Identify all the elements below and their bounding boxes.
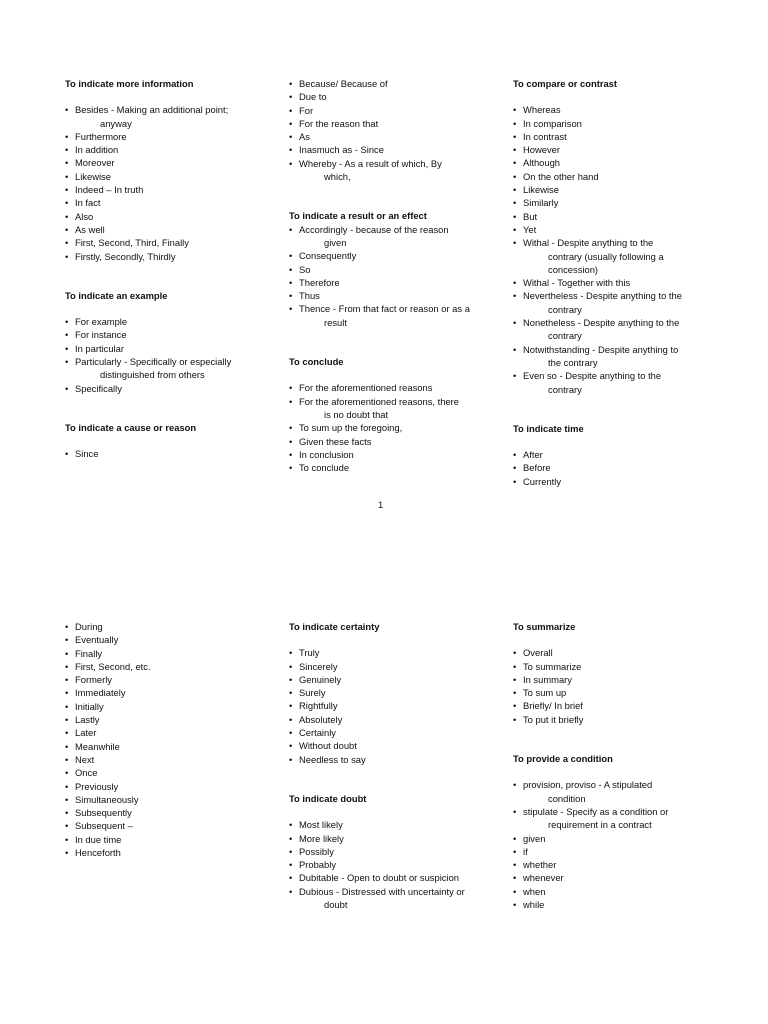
- phrase-list: [65, 103, 275, 263]
- phrase-item: [289, 263, 499, 276]
- phrase-text: Genuinely: [299, 673, 342, 685]
- phrase-text: Thus: [299, 290, 320, 302]
- phrase-text: Simultaneously: [75, 793, 139, 805]
- phrase-item: [513, 778, 723, 805]
- phrase-text: However: [523, 144, 560, 156]
- phrase-item: [513, 845, 723, 858]
- phrase-text: Certainly: [299, 727, 336, 739]
- phrase-item: [513, 699, 723, 712]
- phrase-item: [513, 289, 723, 316]
- phrase-item: [65, 223, 275, 236]
- phrase-text: Besides - Making an additional point;: [75, 104, 229, 116]
- phrase-text: First, Second, Third, Finally: [75, 237, 189, 249]
- phrase-item: [289, 739, 499, 752]
- phrase-item: [513, 156, 723, 169]
- phrase-text: Subsequently: [75, 807, 132, 819]
- phrase-text: Immediately: [75, 687, 126, 699]
- phrase-item: [289, 686, 499, 699]
- phrase-text: Withal - Despite anything to the: [523, 237, 654, 249]
- phrase-item: [65, 713, 275, 726]
- phrase-text-continued: given: [324, 236, 347, 248]
- phrase-text: Nevertheless - Despite anything to the: [523, 290, 682, 302]
- phrase-item: [65, 103, 275, 130]
- phrase-text: Accordingly - because of the reason: [299, 223, 449, 235]
- phrase-text: In particular: [75, 342, 124, 354]
- phrase-text: Withal - Together with this: [523, 277, 631, 289]
- phrase-item: [289, 421, 499, 434]
- phrase-text-continued: which,: [324, 171, 351, 183]
- phrase-text: Initially: [75, 700, 104, 712]
- phrase-item: [289, 713, 499, 726]
- phrase-text: Eventually: [75, 634, 119, 646]
- phrase-item: [513, 103, 723, 116]
- phrase-item: [65, 700, 275, 713]
- phrase-text: Also: [75, 210, 94, 222]
- phrase-item: [289, 395, 499, 422]
- phrase-text: whenever: [523, 872, 564, 884]
- phrase-text: Most likely: [299, 819, 343, 831]
- phrase-item: [65, 130, 275, 143]
- phrase-item: [513, 898, 723, 911]
- phrase-text: In fact: [75, 197, 101, 209]
- page-1-column-3: [513, 77, 723, 514]
- phrase-item: [65, 236, 275, 249]
- phrase-text: Rightfully: [299, 700, 338, 712]
- phrase-text: Probably: [299, 859, 337, 871]
- phrase-text-continued: condition: [548, 792, 586, 804]
- phrase-item: [289, 871, 499, 884]
- phrase-item: [65, 210, 275, 223]
- phrase-text-continued: concession): [548, 263, 599, 275]
- phrase-text: Without doubt: [299, 740, 357, 752]
- phrase-item: [513, 170, 723, 183]
- phrase-item: [65, 780, 275, 793]
- phrase-text: Likewise: [75, 170, 111, 182]
- phrase-text: Because/ Because of: [299, 78, 388, 89]
- phrase-item: [513, 343, 723, 370]
- phrase-text: Sincerely: [299, 660, 338, 672]
- phrase-text: To sum up: [523, 687, 567, 699]
- phrase-text: But: [523, 210, 538, 222]
- phrase-list: [513, 448, 723, 488]
- phrase-text: Meanwhile: [75, 740, 120, 752]
- phrase-text-continued: doubt: [324, 899, 348, 911]
- phrase-text: Henceforth: [75, 847, 121, 859]
- phrase-item: [65, 315, 275, 328]
- section-heading: To indicate a result or an effect: [289, 210, 427, 222]
- phrase-text: Surely: [299, 687, 326, 699]
- phrase-text: Dubious - Distressed with uncertainty or: [299, 885, 465, 897]
- phrase-text: Dubitable - Open to doubt or suspicion: [299, 872, 459, 884]
- phrase-text-continued: contrary: [548, 303, 582, 315]
- phrase-text: Although: [523, 157, 561, 169]
- page-2-column-1: [65, 620, 275, 885]
- phrase-list: [289, 77, 499, 183]
- phrase-item: [513, 316, 723, 343]
- phrase-text: Previously: [75, 780, 119, 792]
- phrase-list: [513, 778, 723, 911]
- phrase-text: Overall: [523, 647, 553, 659]
- phrase-item: [513, 210, 723, 223]
- phrase-text: After: [523, 449, 543, 461]
- phrase-item: [65, 647, 275, 660]
- phrase-item: [65, 355, 275, 382]
- phrase-item: [65, 170, 275, 183]
- section-heading: To indicate time: [513, 422, 584, 434]
- phrase-item: [289, 117, 499, 130]
- phrase-text: Next: [75, 753, 95, 765]
- phrase-text: Therefore: [299, 276, 340, 288]
- phrase-text: Briefly/ In brief: [523, 700, 583, 712]
- phrase-text: To summarize: [523, 660, 582, 672]
- phrase-text: Yet: [523, 223, 537, 235]
- phrase-item: [65, 250, 275, 263]
- phrase-text: To put it briefly: [523, 713, 584, 725]
- phrase-item: [513, 885, 723, 898]
- phrase-text: More likely: [299, 832, 344, 844]
- phrase-item: [513, 475, 723, 488]
- phrase-item: [513, 646, 723, 659]
- phrase-list: [513, 103, 723, 396]
- phrase-text: For the reason that: [299, 117, 379, 129]
- phrase-text: Whereby - As a result of which, By: [299, 157, 442, 169]
- phrase-text: given: [523, 832, 546, 844]
- section-heading: To summarize: [513, 621, 576, 632]
- phrase-text-continued: is no doubt that: [324, 408, 389, 420]
- phrase-text-continued: contrary: [548, 330, 582, 342]
- phrase-item: [65, 342, 275, 355]
- phrase-text: Indeed – In truth: [75, 184, 144, 196]
- phrase-text: provision, proviso - A stipulated: [523, 779, 653, 791]
- phrase-text: Notwithstanding - Despite anything to: [523, 343, 679, 355]
- phrase-text: During: [75, 621, 103, 632]
- phrase-item: [65, 143, 275, 156]
- phrase-text: On the other hand: [523, 170, 599, 182]
- phrase-text: Later: [75, 727, 97, 739]
- phrase-item: [513, 858, 723, 871]
- phrase-item: [289, 90, 499, 103]
- phrase-item: [289, 435, 499, 448]
- phrase-list: [289, 381, 499, 474]
- phrase-text: Before: [523, 462, 551, 474]
- phrase-item: [65, 183, 275, 196]
- phrase-item: [65, 196, 275, 209]
- phrase-item: [513, 276, 723, 289]
- phrase-text: For: [299, 104, 314, 116]
- phrase-text: Currently: [523, 475, 562, 487]
- phrase-text: For instance: [75, 329, 127, 341]
- phrase-list: [289, 223, 499, 329]
- phrase-item: [289, 660, 499, 673]
- phrase-text: For example: [75, 316, 128, 328]
- phrase-item: [513, 660, 723, 673]
- phrase-text: stipulate - Specify as a condition or: [523, 805, 669, 817]
- phrase-item: [65, 753, 275, 766]
- phrase-text: Likewise: [523, 184, 559, 196]
- phrase-item: [289, 818, 499, 831]
- phrase-text: Consequently: [299, 250, 357, 262]
- phrase-text: In due time: [75, 833, 122, 845]
- phrase-text: Whereas: [523, 104, 561, 116]
- phrase-text: Particularly - Specifically or especially: [75, 356, 232, 368]
- section-heading: To indicate certainty: [289, 621, 380, 632]
- phrase-text-continued: contrary: [548, 383, 582, 395]
- phrase-item: [65, 620, 275, 633]
- phrase-text: whether: [523, 859, 557, 871]
- phrase-item: [289, 726, 499, 739]
- phrase-text: To sum up the foregoing,: [299, 422, 403, 434]
- phrase-item: [289, 832, 499, 845]
- phrase-item: [513, 673, 723, 686]
- phrase-item: [65, 633, 275, 646]
- phrase-item: [65, 673, 275, 686]
- phrase-item: [65, 819, 275, 832]
- phrase-item: [65, 806, 275, 819]
- phrase-item: [289, 381, 499, 394]
- page-2-column-2: [289, 620, 499, 937]
- phrase-item: [65, 726, 275, 739]
- phrase-item: [65, 382, 275, 395]
- section-heading: To indicate an example: [65, 289, 168, 301]
- phrase-text: In summary: [523, 673, 572, 685]
- phrase-text-continued: contrary (usually following a: [548, 250, 664, 262]
- phrase-text: Finally: [75, 647, 103, 659]
- phrase-list: [289, 646, 499, 766]
- phrase-item: [289, 77, 499, 90]
- phrase-text: To conclude: [299, 462, 350, 474]
- phrase-item: [65, 793, 275, 806]
- phrase-item: [513, 130, 723, 143]
- phrase-text: In conclusion: [299, 448, 354, 460]
- phrase-item: [513, 686, 723, 699]
- phrase-item: [513, 143, 723, 156]
- phrase-text-continued: anyway: [100, 117, 132, 129]
- phrase-text: First, Second, etc.: [75, 660, 151, 672]
- phrase-text: Thence - From that fact or reason or as a: [299, 303, 470, 315]
- phrase-text: Given these facts: [299, 435, 372, 447]
- phrase-text: Inasmuch as - Since: [299, 144, 384, 156]
- section-heading: To provide a condition: [513, 753, 613, 765]
- phrase-item: [289, 448, 499, 461]
- phrase-text: Furthermore: [75, 130, 127, 142]
- phrase-text: Subsequent –: [75, 820, 133, 832]
- phrase-item: [289, 104, 499, 117]
- phrase-item: [289, 130, 499, 143]
- phrase-text: Even so - Despite anything to the: [523, 370, 662, 382]
- section-heading: To conclude: [289, 356, 344, 368]
- phrase-item: [65, 447, 275, 460]
- phrase-list: [65, 620, 275, 859]
- phrase-text: Formerly: [75, 674, 112, 686]
- phrase-text: Nonetheless - Despite anything to the: [523, 317, 680, 329]
- phrase-text: Specifically: [75, 382, 122, 394]
- phrase-text-continued: result: [324, 316, 347, 328]
- phrase-text: In comparison: [523, 117, 582, 129]
- phrase-item: [513, 369, 723, 396]
- phrase-text: Possibly: [299, 845, 334, 857]
- page-2-column-3: [513, 620, 723, 937]
- phrase-text: Needless to say: [299, 753, 366, 765]
- phrase-text: while: [523, 899, 545, 911]
- phrase-text: In contrast: [523, 130, 567, 142]
- phrase-item: [289, 461, 499, 474]
- phrase-item: [65, 740, 275, 753]
- phrase-list: [65, 315, 275, 395]
- phrase-text-continued: distinguished from others: [100, 369, 205, 381]
- phrase-item: [65, 328, 275, 341]
- phrase-item: [289, 858, 499, 871]
- phrase-list: [513, 646, 723, 726]
- phrase-item: [65, 660, 275, 673]
- phrase-item: [289, 289, 499, 302]
- section-heading: To indicate doubt: [289, 792, 367, 804]
- phrase-item: [513, 805, 723, 832]
- phrase-list: [65, 447, 275, 460]
- phrase-text: Due to: [299, 91, 327, 103]
- phrase-item: [289, 845, 499, 858]
- section-heading: To compare or contrast: [513, 78, 618, 89]
- phrase-item: [289, 276, 499, 289]
- phrase-item: [513, 196, 723, 209]
- phrase-item: [65, 833, 275, 846]
- phrase-item: [289, 157, 499, 184]
- page-1-column-1: [65, 77, 275, 487]
- section-heading: To indicate a cause or reason: [65, 421, 197, 433]
- phrase-item: [289, 646, 499, 659]
- page-1-column-2: [289, 77, 499, 500]
- phrase-text-continued: requirement in a contract: [548, 819, 652, 831]
- phrase-text: As: [299, 131, 310, 143]
- phrase-item: [513, 223, 723, 236]
- phrase-item: [65, 156, 275, 169]
- phrase-item: [513, 461, 723, 474]
- section-heading: To indicate more information: [65, 78, 194, 89]
- phrase-item: [513, 832, 723, 845]
- phrase-item: [289, 143, 499, 156]
- phrase-item: [513, 713, 723, 726]
- phrase-text: In addition: [75, 144, 119, 156]
- phrase-text: For the aforementioned reasons, there: [299, 395, 459, 407]
- phrase-text: Absolutely: [299, 713, 343, 725]
- phrase-item: [289, 673, 499, 686]
- phrase-item: [289, 753, 499, 766]
- phrase-list: [289, 818, 499, 911]
- phrase-item: [513, 117, 723, 130]
- phrase-text: Moreover: [75, 157, 115, 169]
- phrase-text: For the aforementioned reasons: [299, 382, 433, 394]
- phrase-item: [65, 766, 275, 779]
- phrase-text: Truly: [299, 647, 320, 659]
- page-number: 1: [378, 499, 384, 510]
- phrase-text: Similarly: [523, 197, 559, 209]
- phrase-item: [65, 686, 275, 699]
- phrase-text: Lastly: [75, 714, 100, 726]
- phrase-item: [289, 223, 499, 250]
- phrase-item: [289, 302, 499, 329]
- phrase-text: Firstly, Secondly, Thirdly: [75, 250, 176, 262]
- phrase-item: [513, 448, 723, 461]
- phrase-text: if: [523, 845, 528, 857]
- phrase-text-continued: the contrary: [548, 356, 598, 368]
- phrase-item: [65, 846, 275, 859]
- phrase-item: [513, 871, 723, 884]
- phrase-item: [289, 885, 499, 912]
- phrase-text: Since: [75, 448, 99, 460]
- phrase-item: [513, 183, 723, 196]
- phrase-text: when: [523, 885, 546, 897]
- phrase-text: As well: [75, 223, 105, 235]
- phrase-item: [289, 699, 499, 712]
- phrase-text: So: [299, 263, 311, 275]
- phrase-item: [513, 236, 723, 276]
- phrase-text: Once: [75, 767, 98, 779]
- phrase-item: [289, 249, 499, 262]
